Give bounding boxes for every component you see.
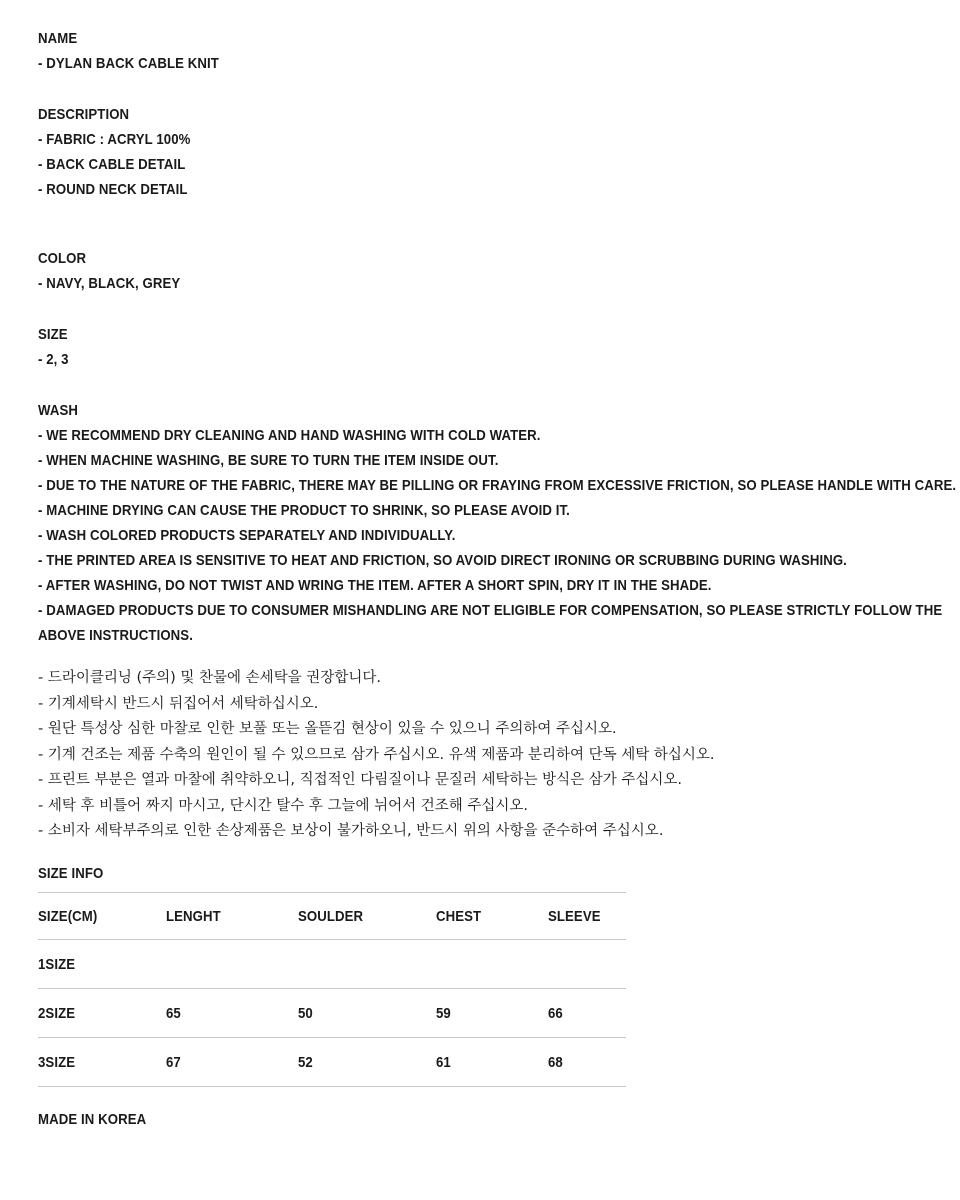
spacer xyxy=(38,372,922,400)
wash-line-en: - WE RECOMMEND DRY CLEANING AND HAND WASHING WITH COLD WATER. xyxy=(38,427,541,444)
wash-line-en: - DAMAGED PRODUCTS DUE TO CONSUMER MISHANDLING ARE NOT ELIGIBLE FOR COMPENSATION, SO PLEASE STRICTLY FOLLOW THE ABOVE INSTRUCTIONS. xyxy=(38,602,943,644)
spacer xyxy=(38,296,922,324)
spacer xyxy=(38,648,922,666)
wash-line-kr: - 기계 건조는 제품 수축의 원인이 될 수 있으므로 삼가 주십시오. 유색 제품과 분리하여 단독 세탁 하십시오. xyxy=(38,746,715,763)
description-section xyxy=(38,104,922,202)
spacer xyxy=(38,76,922,104)
column-header: SLEEVE xyxy=(548,892,626,939)
description-line: - BACK CABLE DETAIL xyxy=(38,156,186,173)
size-value: - 2, 3 xyxy=(38,351,69,368)
table-cell xyxy=(548,939,626,988)
wash-section xyxy=(38,400,957,648)
table-row xyxy=(38,988,626,1037)
table-row xyxy=(38,1037,626,1086)
table-row xyxy=(38,939,626,988)
spacer xyxy=(38,202,922,248)
table-header-row xyxy=(38,892,626,939)
wash-line-kr: - 원단 특성상 심한 마찰로 인한 보풀 또는 올뜯김 현상이 있을 수 있으니 주의하여 주십시오. xyxy=(38,721,617,737)
wash-line-kr: - 드라이클리닝 (주의) 및 찬물에 손세탁을 권장합니다. xyxy=(38,670,381,686)
wash-line-en: - WHEN MACHINE WASHING, BE SURE TO TURN THE ITEM INSIDE OUT. xyxy=(38,452,499,469)
table-cell: 1SIZE xyxy=(38,939,166,988)
size-table xyxy=(38,892,626,1087)
table-cell: 2SIZE xyxy=(38,988,166,1037)
name-section xyxy=(38,28,922,76)
wash-line-en: - DUE TO THE NATURE OF THE FABRIC, THERE MAY BE PILLING OR FRAYING FROM EXCESSIVE FRICTION, SO PLEASE HANDLE WITH CARE. xyxy=(38,477,957,494)
size-section xyxy=(38,324,922,372)
wash-heading: WASH xyxy=(38,402,78,419)
size-table-wrapper xyxy=(38,892,626,1087)
table-cell: 65 xyxy=(166,988,298,1037)
name-heading: NAME xyxy=(38,30,78,47)
wash-line-kr: - 세탁 후 비틀어 짜지 마시고, 단시간 탈수 후 그늘에 뉘어서 건조해 주십시오. xyxy=(38,797,528,814)
table-cell xyxy=(436,939,548,988)
table-cell xyxy=(298,939,436,988)
table-cell: 66 xyxy=(548,988,626,1037)
size-heading: SIZE xyxy=(38,326,68,343)
wash-section-korean xyxy=(38,666,922,845)
column-header: SIZE(CM) xyxy=(38,892,166,939)
size-table-body xyxy=(38,939,626,1086)
column-header: CHEST xyxy=(436,892,548,939)
table-cell: 61 xyxy=(436,1037,548,1086)
table-cell: 68 xyxy=(548,1037,626,1086)
size-table-head xyxy=(38,892,626,939)
wash-line-kr: - 소비자 세탁부주의로 인한 손상제품은 보상이 불가하오니, 반드시 위의 사항을 준수하여 주십시오. xyxy=(38,823,664,839)
size-info-heading: SIZE INFO xyxy=(38,864,104,882)
column-header: LENGHT xyxy=(166,892,298,939)
name-value: - DYLAN BACK CABLE KNIT xyxy=(38,55,219,72)
column-header: SOULDER xyxy=(298,892,436,939)
description-line: - ROUND NECK DETAIL xyxy=(38,181,188,198)
size-info-section xyxy=(38,863,922,1087)
table-cell: 67 xyxy=(166,1037,298,1086)
table-cell: 59 xyxy=(436,988,548,1037)
wash-line-en: - MACHINE DRYING CAN CAUSE THE PRODUCT TO SHRINK, SO PLEASE AVOID IT. xyxy=(38,502,570,519)
wash-line-kr: - 프린트 부분은 열과 마찰에 취약하오니, 직접적인 다림질이나 문질러 세탁하는 방식은 삼가 주십시오. xyxy=(38,772,683,788)
color-section xyxy=(38,248,922,296)
wash-line-en: - WASH COLORED PRODUCTS SEPARATELY AND INDIVIDUALLY. xyxy=(38,527,456,544)
table-cell: 52 xyxy=(298,1037,436,1086)
wash-line-en: - AFTER WASHING, DO NOT TWIST AND WRING THE ITEM. AFTER A SHORT SPIN, DRY IT IN THE SHADE. xyxy=(38,577,712,594)
wash-line-en: - THE PRINTED AREA IS SENSITIVE TO HEAT AND FRICTION, SO AVOID DIRECT IRONING OR SCRUBBING DURING WASHING. xyxy=(38,552,847,569)
description-heading: DESCRIPTION xyxy=(38,106,130,123)
table-cell: 3SIZE xyxy=(38,1037,166,1086)
spacer xyxy=(38,845,922,863)
description-line: - FABRIC : ACRYL 100% xyxy=(38,131,191,148)
origin-label: MADE IN KOREA xyxy=(38,1110,147,1128)
table-cell xyxy=(166,939,298,988)
color-value: - NAVY, BLACK, GREY xyxy=(38,275,181,292)
color-heading: COLOR xyxy=(38,250,87,267)
wash-line-kr: - 기계세탁시 반드시 뒤집어서 세탁하십시오. xyxy=(38,695,319,712)
table-cell: 50 xyxy=(298,988,436,1037)
